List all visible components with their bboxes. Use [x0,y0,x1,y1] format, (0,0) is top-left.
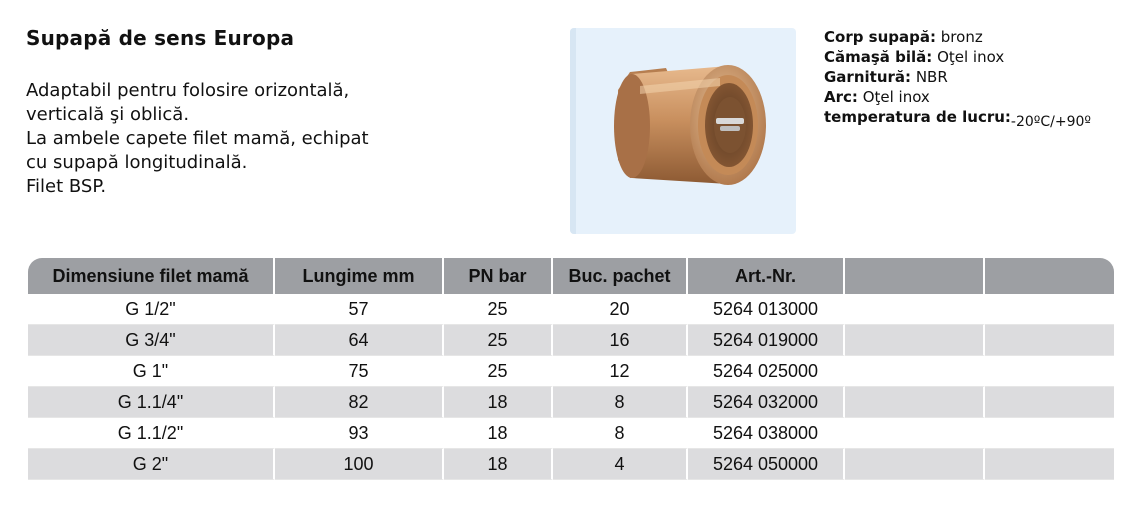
table-cell: 8 [553,387,688,418]
table-row [28,449,1114,480]
spec-label: temperatura de lucru: [824,108,1011,126]
table-cell: 5264 025000 [688,356,845,387]
table-row [28,356,1114,387]
check-valve-image [570,28,796,234]
table-cell: G 1.1/2" [28,418,275,449]
table-cell: 18 [444,387,553,418]
column-header: Lungime mm [275,258,444,294]
spec-row [824,67,1130,87]
spec-label: Corp supapă: [824,28,936,46]
page-title: Supapă de sens Europa [26,26,295,50]
column-header: PN bar [444,258,553,294]
specifications [824,27,1130,128]
table-cell: G 1.1/4" [28,387,275,418]
table-cell [985,418,1114,449]
spec-label: Arc: [824,88,858,106]
table-cell: G 3/4" [28,325,275,356]
table-cell: 64 [275,325,444,356]
table-cell [985,325,1114,356]
table-cell [985,387,1114,418]
spec-value: Oţel inox [937,48,1005,66]
table-cell [985,356,1114,387]
table-cell: 93 [275,418,444,449]
description-line: cu supapă longitudinală. [26,152,248,173]
table-cell: 25 [444,294,553,325]
spec-label: Garnitură: [824,68,912,86]
table-cell: 20 [553,294,688,325]
table-cell: G 1/2" [28,294,275,325]
table-cell: 5264 050000 [688,449,845,480]
table-row [28,294,1114,325]
table-cell: 25 [444,325,553,356]
spec-label: Cămaşă bilă: [824,48,933,66]
table-cell: 5264 038000 [688,418,845,449]
spec-row [824,107,1130,128]
table-cell: 5264 019000 [688,325,845,356]
table-cell: 18 [444,418,553,449]
table-cell: 8 [553,418,688,449]
table-cell: 57 [275,294,444,325]
column-header [985,258,1114,294]
table-cell: 5264 032000 [688,387,845,418]
table-cell [845,356,985,387]
table-cell: 16 [553,325,688,356]
table-cell [845,294,985,325]
table-header-row [28,258,1114,294]
description-line: Filet BSP. [26,176,107,197]
table-cell: G 1" [28,356,275,387]
table-cell: 12 [553,356,688,387]
table-row [28,387,1114,418]
spec-value: NBR [915,68,948,86]
spec-value: Oţel inox [862,88,930,106]
column-header: Buc. pachet [553,258,688,294]
spec-row [824,47,1130,67]
table-cell [845,449,985,480]
column-header [845,258,985,294]
spec-value: -20ºC/+90º [1010,114,1092,130]
table-cell: 75 [275,356,444,387]
product-description [26,79,506,199]
product-table [28,258,1114,480]
table-cell [985,449,1114,480]
description-line: La ambele capete filet mamă, echipat [26,128,369,149]
table-cell: 25 [444,356,553,387]
description-line: verticală şi oblică. [26,104,190,125]
spec-value: bronz [940,28,983,46]
column-header: Dimensiune filet mamă [28,258,275,294]
table-cell [845,418,985,449]
table-cell: 82 [275,387,444,418]
column-header: Art.-Nr. [688,258,845,294]
table-cell: 18 [444,449,553,480]
table-cell: 4 [553,449,688,480]
table-row [28,418,1114,449]
description-line: Adaptabil pentru folosire orizontală, [26,80,350,101]
table-cell [845,387,985,418]
table-cell: 5264 013000 [688,294,845,325]
table-cell [985,294,1114,325]
spec-row [824,87,1130,107]
table-cell [845,325,985,356]
table-cell: G 2" [28,449,275,480]
spec-row [824,27,1130,47]
table-row [28,325,1114,356]
table-cell: 100 [275,449,444,480]
